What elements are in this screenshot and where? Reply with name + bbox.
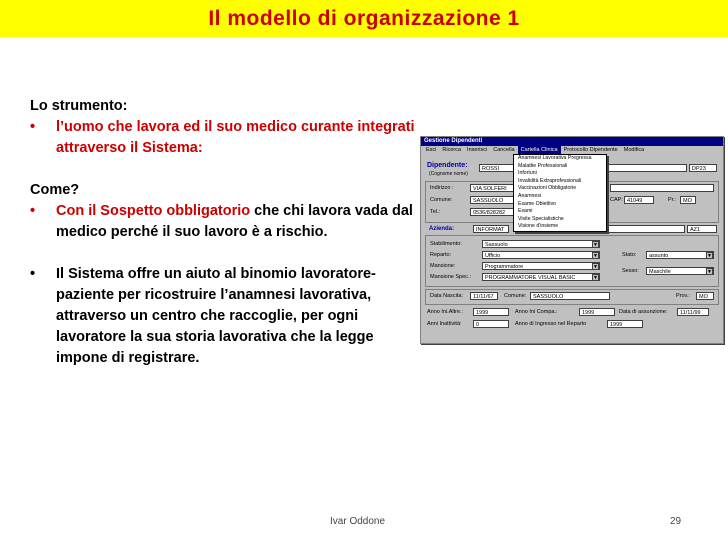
bullet-3-text: Il Sistema offre un aiuto al binomio lavoratore-paziente per ricostruire l’anamnesi lavorativa, attraverso un centro che raccoglie, per ogni lavoratore la sua storia lavorativa che la legge impone di registrare. xyxy=(56,266,376,366)
anno-ini-compa-field[interactable]: 1999 xyxy=(579,308,615,316)
footer-author: Ivar Oddone xyxy=(330,516,386,527)
cap-label: CAP: xyxy=(610,197,623,203)
menu-esci[interactable]: Esci xyxy=(426,147,437,153)
dipendente-label: Dipendente: xyxy=(427,162,468,169)
prov-label: Prov.: xyxy=(676,293,690,299)
stabilimento-value: Sassuolo xyxy=(485,242,508,248)
bullet-2 xyxy=(30,201,420,243)
indirizzo-label: Indirizzo : xyxy=(430,185,454,191)
title-bar xyxy=(0,0,728,37)
menu-cancella[interactable]: Cancella xyxy=(493,147,515,153)
chevron-down-icon[interactable]: ▼ xyxy=(593,264,598,270)
dipendente-extra-field[interactable] xyxy=(605,164,687,172)
chevron-down-icon[interactable]: ▼ xyxy=(593,275,598,281)
menu-ricerca[interactable]: Ricerca xyxy=(442,147,462,153)
bullet-2-text: che chi lavora vada dal medico perché il suo lavoro è a rischio. xyxy=(56,203,413,240)
comune2-label: Comune: xyxy=(504,293,527,299)
stato-select[interactable] xyxy=(646,251,714,259)
bullet-3-marker: • xyxy=(30,266,36,282)
bullet-1-marker: • xyxy=(30,119,36,135)
stato-label: Stato: xyxy=(622,252,637,258)
indirizzo-extra-field[interactable] xyxy=(610,184,714,192)
anno-ingresso-label: Anno di Ingresso nel Reparto xyxy=(515,321,587,327)
anno-ini-compa-label: Anno Ini Compa.: xyxy=(515,309,558,315)
cognome-nome-label: (Cognome nome) xyxy=(429,171,468,177)
anno-ini-altre-field[interactable]: 1999 xyxy=(473,308,509,316)
bullet-3 xyxy=(30,264,420,369)
tel-field[interactable]: 0536/828282 xyxy=(470,208,514,216)
menu-item-malattie-professionali[interactable]: Malattie Professionali xyxy=(518,162,568,169)
bullet-2-body xyxy=(56,201,420,243)
mansione-select[interactable] xyxy=(482,262,600,270)
menu-cartella-clinica[interactable]: Cartella Clinica xyxy=(518,146,561,155)
chevron-down-icon[interactable]: ▼ xyxy=(593,253,598,259)
azienda-field[interactable]: INFORMAT xyxy=(473,225,509,233)
mansione-spec-value: PROGRAMMATORE VISUAL BASIC xyxy=(485,275,576,281)
bullet-1-text: l’uomo che lavora ed il suo medico curante integrati attraverso il Sistema: xyxy=(56,119,415,156)
menu-item-infortuni[interactable]: Infortuni xyxy=(518,170,537,177)
stabilimento-select[interactable] xyxy=(482,240,600,248)
slide-text xyxy=(30,96,420,369)
chevron-down-icon[interactable]: ▼ xyxy=(707,269,712,275)
data-assunzione-field[interactable]: 11/11/99 xyxy=(677,308,709,316)
work-panel xyxy=(425,235,719,287)
data-nascita-field[interactable]: 11/11/67 xyxy=(470,292,498,300)
dipendente-code-field[interactable]: DP23 xyxy=(689,164,717,172)
bullet-1 xyxy=(30,117,420,159)
menu-item-esami[interactable]: Esami xyxy=(518,208,533,215)
menu-item-anamnesi-lavorativa[interactable]: Anamnesi Lavorativa Pregressa xyxy=(518,155,592,161)
mansione-value: Programmatore xyxy=(485,264,524,270)
menu-item-anamnesi[interactable]: Anamnesi xyxy=(518,192,542,199)
azienda-extra-field[interactable] xyxy=(605,225,685,233)
slide-title: Il modello di organizzazione 1 xyxy=(208,6,520,30)
menu-modifica[interactable]: Modifica xyxy=(623,147,645,153)
data-assunzione-label: Data di assunzione: xyxy=(619,309,668,315)
mansione-label: Mansione: xyxy=(430,263,456,269)
tel-label: Tel.: xyxy=(430,209,441,215)
chevron-down-icon[interactable]: ▼ xyxy=(707,253,712,259)
reparto-select[interactable] xyxy=(482,251,600,259)
comune-field[interactable]: SASSUOLO xyxy=(470,196,514,204)
sesso-value: Maschile xyxy=(649,269,671,275)
sesso-label: Sesso: xyxy=(622,268,639,274)
menu-item-visite-specialistiche[interactable]: Visite Specialistiche xyxy=(518,215,564,222)
comune2-field[interactable]: SASSUOLO xyxy=(530,292,610,300)
reparto-label: Reparto: xyxy=(430,252,452,258)
pr-field[interactable]: MO xyxy=(680,196,696,204)
pr-label: Pr.: xyxy=(668,197,677,203)
bullet-2-highlight: Con il Sospetto obbligatorio xyxy=(56,203,251,219)
menu-item-vaccinazioni[interactable]: Vaccinazioni Obbligatorie xyxy=(518,185,577,192)
azienda-label: Azienda: xyxy=(429,226,455,232)
comune-label: Comune: xyxy=(430,197,453,203)
menu-item-visione-insieme[interactable]: Visione d'insieme xyxy=(518,223,559,230)
birth-panel xyxy=(425,289,719,305)
anno-ini-altre-label: Anno Ini.Altre.: xyxy=(427,309,464,315)
reparto-value: Ufficio xyxy=(485,253,501,259)
bullet-2-marker: • xyxy=(30,203,36,219)
page-number: 29 xyxy=(670,516,682,527)
cartella-clinica-menu xyxy=(513,154,607,232)
dipendente-field[interactable]: ROSSI xyxy=(479,164,515,172)
stabilimento-label: Stabilimento: xyxy=(430,241,462,247)
chevron-down-icon[interactable]: ▼ xyxy=(593,242,598,248)
sesso-select[interactable] xyxy=(646,267,714,275)
mansione-spec-label: Mansione Spec.: xyxy=(430,274,471,280)
menu-inserisci[interactable]: Inserisci xyxy=(467,147,488,153)
intro-label: Lo strumento: xyxy=(30,98,128,114)
question-label: Come? xyxy=(30,182,80,198)
prov-field[interactable]: MO xyxy=(696,292,714,300)
data-nascita-label: Data Nascita: xyxy=(430,293,464,299)
anni-inattivita-label: Anni Inattività: xyxy=(427,321,462,327)
anni-inattivita-field[interactable]: 0 xyxy=(473,320,509,328)
cap-field[interactable]: 41049 xyxy=(624,196,654,204)
indirizzo-field[interactable]: VIA SOLFERI xyxy=(470,184,514,192)
anno-ingresso-field[interactable]: 1999 xyxy=(607,320,643,328)
stato-value: assunto xyxy=(649,253,669,259)
mansione-spec-select[interactable] xyxy=(482,273,600,281)
menu-protocollo-dipendente[interactable]: Protocollo Dipendente xyxy=(563,147,618,153)
window-title: Gestione Dipendenti xyxy=(421,137,723,146)
menu-item-invalidita[interactable]: Invalidità Extraprofessionali xyxy=(518,177,582,184)
menu-item-esame-obiettivo[interactable]: Esame Obiettivo xyxy=(518,200,557,207)
gestione-dipendenti-window xyxy=(420,136,724,344)
azienda-code-field[interactable]: AZ1 xyxy=(687,225,717,233)
